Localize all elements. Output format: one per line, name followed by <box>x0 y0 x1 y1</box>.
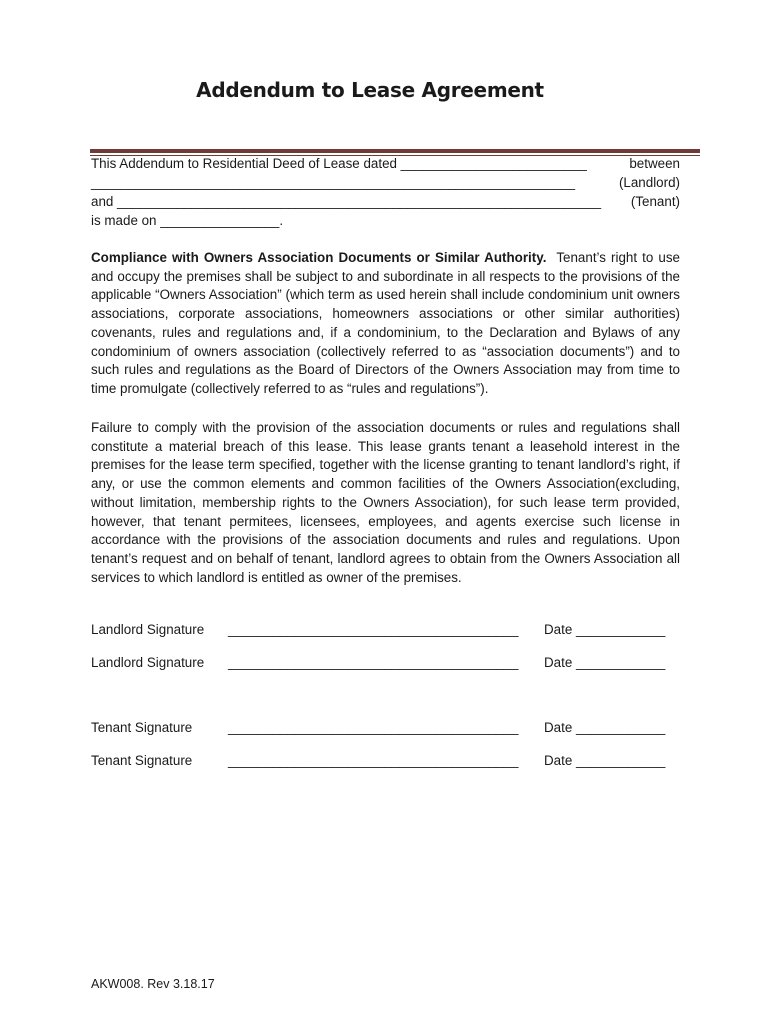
landlord-role-label: (Landlord) <box>618 175 680 190</box>
header-rule-thick <box>90 149 700 153</box>
signature-date: Date ____________ <box>544 720 666 735</box>
compliance-heading: Compliance with Owners Association Documents or Similar Authority. <box>91 250 547 265</box>
tenant-name-blank: and _________________________________________________________________ <box>91 194 602 209</box>
failure-paragraph: Failure to comply with the provision of the association documents or rules and regulations shall constitute a material breach of this lease. This lease grants tenant a leasehold interest in the premises for the lease term specified, together with the license granting to tenant landlord’s right, if any, or use the common elements and common facilities of the Owners Association(excluding, without limitation, membership rights to the Owners Association), for such lease term provided, however, that tenant permitees, licensees, employees, and agents exercise such license in accordance with the provisions of the association documents and rules and regulations. Upon tenant’s request and on behalf of tenant, landlord agrees to obtain from the Owners Association all services to which landlord is entitled as owner of the premises. <box>91 420 680 585</box>
intro-line-2 <box>91 174 680 193</box>
signature-line: _______________________________________ <box>228 622 519 637</box>
page-title: Addendum to Lease Agreement <box>196 78 544 102</box>
signature-label: Tenant Signature <box>91 753 193 768</box>
intro-between-text: between <box>629 156 680 171</box>
signature-line: _______________________________________ <box>228 720 519 735</box>
signature-row-landlord-2 <box>91 653 680 673</box>
intro-line-4 <box>91 212 680 231</box>
signature-date: Date ____________ <box>544 622 666 637</box>
signature-line: _______________________________________ <box>228 655 519 670</box>
revision-footer: AKW008. Rev 3.18.17 <box>91 977 215 991</box>
intro-dated-text: This Addendum to Residential Deed of Lease dated _________________________ <box>91 156 587 171</box>
signature-row-landlord-1 <box>91 620 680 640</box>
signature-line: _______________________________________ <box>228 753 519 768</box>
intro-line-3 <box>91 193 680 212</box>
signature-date: Date ____________ <box>544 655 666 670</box>
tenant-role-label: (Tenant) <box>630 194 680 209</box>
intro-line-1 <box>91 155 680 174</box>
compliance-body: Tenant’s right to use and occupy the premises shall be subject to and subordinate in all respects to the provisions of the applicable “Owners Association” (which term as used herein shall include condominium unit owners associations, corporate associations, homeowners associations or other similar authorities) covenants, rules and regulations and, if a condominium, to the Declaration and Bylaws of any condominium of owners association (collectively referred to as “association documents”) and to such rules and regulations as the Board of Directors of the Owners Association may from time to time promulgate (collectively referred to as “rules and regulations”). <box>91 250 681 396</box>
landlord-name-blank: _________________________________________________________________ <box>91 175 576 190</box>
made-on-text: is made on ________________. <box>91 213 284 228</box>
signature-row-tenant-1 <box>91 718 680 738</box>
signature-label: Landlord Signature <box>91 655 205 670</box>
signature-label: Tenant Signature <box>91 720 193 735</box>
signature-label: Landlord Signature <box>91 622 205 637</box>
compliance-paragraph <box>91 249 680 399</box>
signature-date: Date ____________ <box>544 753 666 768</box>
signature-row-tenant-2 <box>91 751 680 771</box>
